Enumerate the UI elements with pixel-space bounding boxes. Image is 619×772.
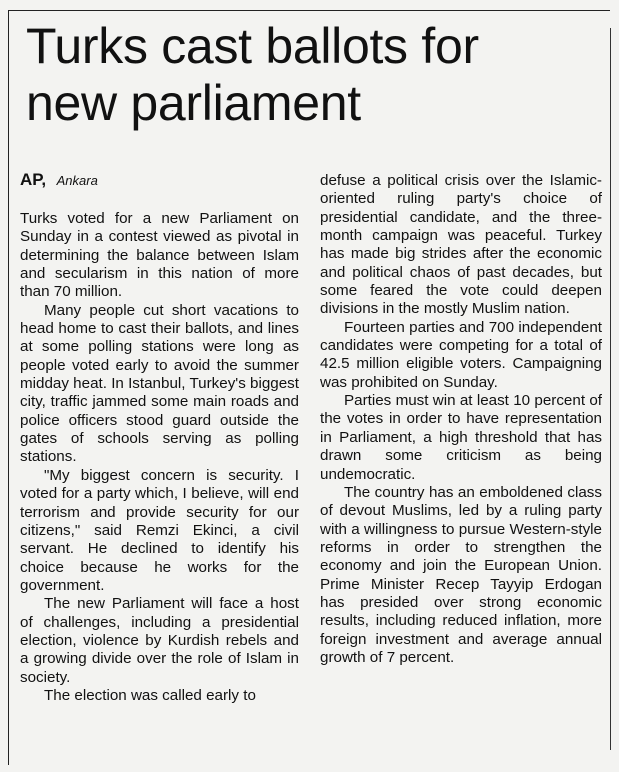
headline (26, 18, 606, 132)
paragraph: The new Parliament will face a host of challenges, including a presidential election, violence by Kurdish rebels and a growing divide over the role of Islam in society. (20, 595, 299, 686)
border-top (8, 10, 610, 11)
headline-line-1: Turks cast ballots for (26, 18, 479, 74)
paragraph: The election was called early to (44, 686, 256, 704)
paragraph: The country has an emboldened class of devout Muslims, led by a ruling party with a willingness to pursue Western-style reforms in order to strengthen the economy and join the European Union. Prime Minister Recep Tayyip Erdogan has presided over strong economic results, including reduced inflation, more foreign investment and average annual growth of 7 percent. (320, 483, 602, 666)
paragraph: Turks voted for a new Parliament on Sunday in a contest viewed as pivotal in determining the balance between Islam and secularism in this nation of more than 70 million. (20, 210, 299, 301)
article-column-right (320, 172, 602, 667)
border-left (8, 10, 9, 765)
byline (20, 170, 98, 190)
paragraph: "My biggest concern is security. I voted for a party which, I believe, will end terrorism and provide security for our citizens," said Remzi Ekinci, a civil servant. He declined to identify his choice because he works for the government. (20, 466, 299, 594)
headline-line-2: new parliament (26, 75, 361, 131)
paragraph: Many people cut short vacations to head home to cast their ballots, and lines at some polling stations were long as people voted early to avoid the summer midday heat. In Istanbul, Turkey's biggest city, traffic jammed some main roads and police officers stood guard outside the gates of schools serving as polling stations. (20, 301, 299, 466)
byline-city: Ankara (56, 173, 98, 188)
column-rule-right (610, 28, 611, 750)
paragraph: Parties must win at least 10 percent of the votes in order to have representation in Parliament, a high threshold that has drawn some criticism as being undemocratic. (320, 392, 602, 483)
article-column-left (20, 210, 299, 705)
paragraph: Fourteen parties and 700 independent candidates were competing for a total of 42.5 million eligible voters. Campaigning was prohibited on Sunday. (320, 318, 602, 391)
paragraph: defuse a political crisis over the Islamic-oriented ruling party's choice of presidential candidate, and the three-month campaign was peaceful. Turkey has made big strides after the economic and political chaos of past decades, but some feared the vote could deepen divisions in the mostly Muslim nation. (320, 172, 602, 318)
byline-agency: AP, (20, 170, 47, 189)
